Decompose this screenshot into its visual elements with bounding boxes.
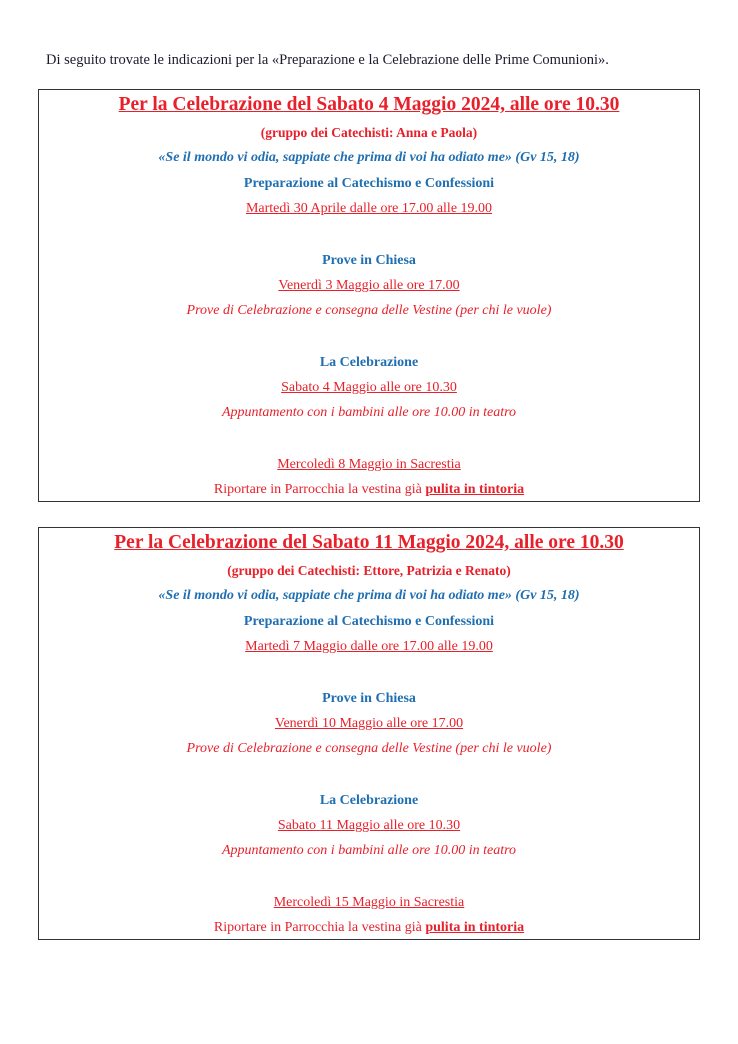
catechists-group: (gruppo dei Catechisti: Anna e Paola) bbox=[260, 125, 478, 140]
block-title: Per la Celebrazione del Sabato 11 Maggio 2024, alle ore 10.30 bbox=[114, 532, 624, 553]
celebration-date: Sabato 11 Maggio alle ore 10.30 bbox=[277, 818, 461, 833]
catechists-group: (gruppo dei Catechisti: Ettore, Patrizia e Renato) bbox=[227, 563, 511, 578]
rehearsal-note: Prove di Celebrazione e consegna delle Vestine (per chi le vuole) bbox=[186, 741, 552, 756]
prep-heading: Preparazione al Catechismo e Confessioni bbox=[243, 176, 495, 191]
return-instruction bbox=[39, 920, 699, 936]
prep-date: Martedì 7 Maggio dalle ore 17.00 alle 19.00 bbox=[245, 639, 493, 654]
celebration-note: Appuntamento con i bambini alle ore 10.00 in teatro bbox=[221, 405, 517, 420]
rehearsal-note: Prove di Celebrazione e consegna delle Vestine (per chi le vuole) bbox=[186, 303, 552, 318]
return-instruction bbox=[39, 482, 699, 498]
rehearsal-date: Venerdì 10 Maggio alle ore 17.00 bbox=[274, 716, 464, 731]
celebration-heading: La Celebrazione bbox=[319, 355, 419, 370]
celebration-heading: La Celebrazione bbox=[319, 793, 419, 808]
return-date: Mercoledì 8 Maggio in Sacrestia bbox=[277, 457, 461, 472]
return-text: Riportare in Parrocchia la vestina già bbox=[213, 920, 426, 935]
celebration-block-2 bbox=[38, 527, 700, 940]
gospel-quote: «Se il mondo vi odia, sappiate che prima di voi ha odiato me» (Gv 15, 18) bbox=[158, 588, 580, 603]
rehearsal-date: Venerdì 3 Maggio alle ore 17.00 bbox=[278, 278, 460, 293]
return-emphasis: pulita in tintoria bbox=[425, 920, 525, 935]
return-text: Riportare in Parrocchia la vestina già bbox=[213, 482, 426, 497]
return-emphasis: pulita in tintoria bbox=[425, 482, 525, 497]
celebration-note: Appuntamento con i bambini alle ore 10.00 in teatro bbox=[221, 843, 517, 858]
gospel-quote: «Se il mondo vi odia, sappiate che prima di voi ha odiato me» (Gv 15, 18) bbox=[158, 150, 580, 165]
celebration-date: Sabato 4 Maggio alle ore 10.30 bbox=[281, 380, 457, 395]
prep-heading: Preparazione al Catechismo e Confessioni bbox=[243, 614, 495, 629]
rehearsal-heading: Prove in Chiesa bbox=[322, 253, 416, 268]
celebration-block-1 bbox=[38, 89, 700, 502]
prep-date: Martedì 30 Aprile dalle ore 17.00 alle 19.00 bbox=[245, 201, 493, 216]
intro-text: Di seguito trovate le indicazioni per la «Preparazione e la Celebrazione delle Prime Comunioni». bbox=[46, 52, 609, 68]
return-date: Mercoledì 15 Maggio in Sacrestia bbox=[273, 895, 465, 910]
rehearsal-heading: Prove in Chiesa bbox=[322, 691, 416, 706]
block-title: Per la Celebrazione del Sabato 4 Maggio 2024, alle ore 10.30 bbox=[118, 94, 620, 115]
